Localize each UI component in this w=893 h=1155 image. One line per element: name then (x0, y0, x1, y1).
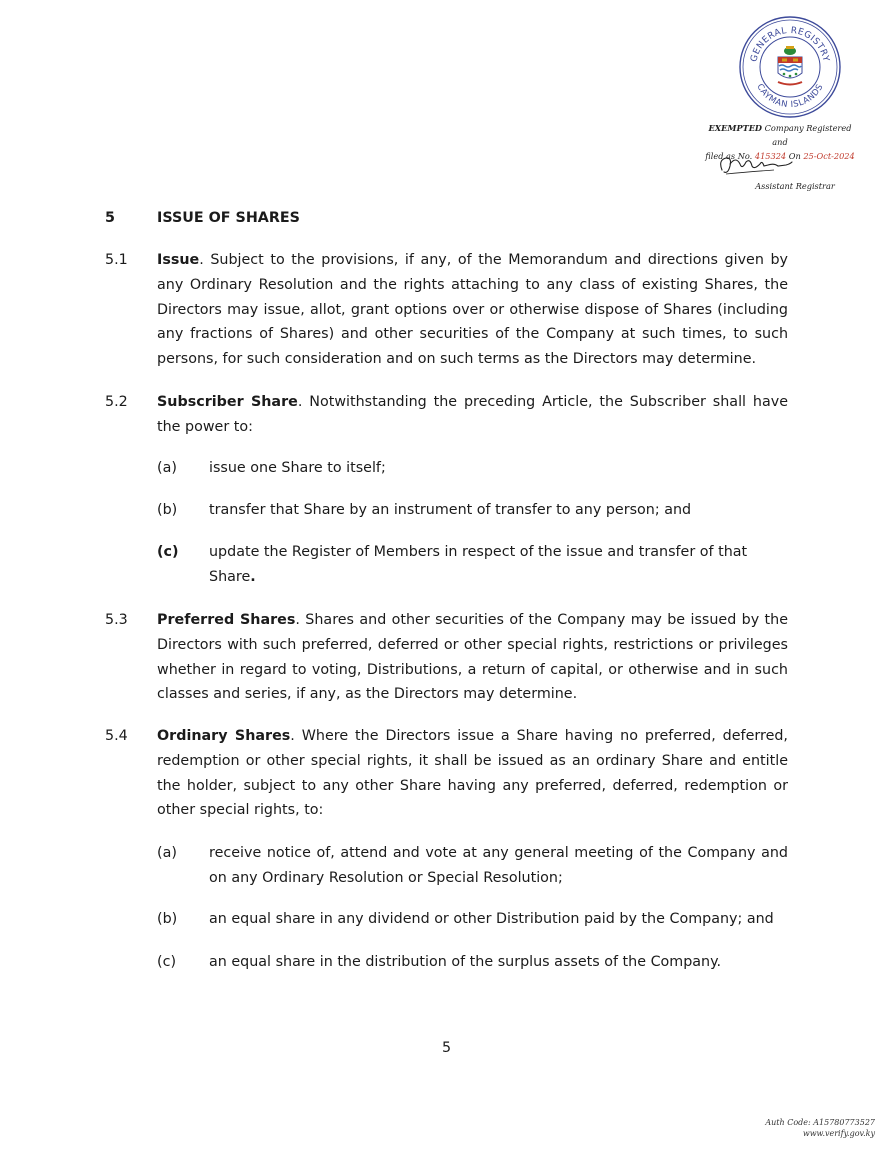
clause-number: 5.2 (105, 394, 128, 410)
stamp-line2-prefix: filed as No. (705, 151, 755, 161)
assistant-registrar-label: Assistant Registrar (755, 181, 835, 191)
list-item-letter: (a) (157, 845, 177, 861)
stamp-line-1 (700, 121, 860, 149)
list-item-letter: (c) (157, 544, 179, 560)
list-item: issue one Share to itself; (209, 460, 386, 476)
clause-number: 5.3 (105, 612, 128, 628)
clause-number: 5.1 (105, 252, 128, 268)
list-item: transfer that Share by an instrument of transfer to any person; and (209, 502, 692, 518)
list-item: receive notice of, attend and vote at any general meeting of the Company and on any Ordinary Resolution or Special Resolution; (209, 845, 788, 886)
list-item: an equal share in the distribution of the surplus assets of the Company. (209, 954, 722, 970)
clause-number: 5.4 (105, 728, 128, 744)
clause-text (157, 608, 788, 707)
page-number: 5 (441, 1040, 452, 1056)
stamp-line1-rest: Company Registered and (762, 123, 852, 147)
seal-bottom-text: CAYMAN ISLANDS (754, 82, 826, 111)
list-item-end: . (250, 568, 256, 585)
clause-body: . Subject to the provisions, if any, of the Memorandum and directions given by any Ordinary Resolution and the rights attaching to any class of existing Shares, the Directors may issue, allot, grant options over or otherwise dispose of Shares (including any fractions of Shares) and other securities of the Company at such times, to such persons, for such consideration and on such terms as the Directors may determine. (157, 252, 788, 368)
clause-title: Issue (157, 252, 200, 268)
registration-date: 25-Oct-2024 (803, 151, 855, 161)
signature-icon (716, 150, 796, 180)
auth-code: Auth Code: A15780773527 (765, 1118, 875, 1127)
list-item: an equal share in any dividend or other Distribution paid by the Company; and (209, 911, 774, 927)
seal-top-text: GENERAL REGISTRY (749, 25, 831, 63)
clause-title: Ordinary Shares (157, 728, 291, 744)
clause-text (157, 248, 788, 372)
section-number: 5 (105, 210, 115, 226)
clause-title: Subscriber Share (157, 394, 298, 410)
auth-footer (765, 1117, 875, 1139)
clause-body: . Shares and other securities of the Company may be issued by the Directors with such preferred, deferred or other special rights, restrictions or privileges whether in regard to voting, Distributions, a return of capital, or otherwise and in such classes and series, if any, as the Directors may determine. (157, 612, 789, 703)
registration-number: 415324 (754, 151, 787, 161)
list-item-letter: (c) (157, 954, 177, 970)
stamp-exempted: EXEMPTED (708, 123, 763, 133)
stamp-line2-mid: On (786, 151, 804, 161)
clause-text (157, 724, 788, 823)
coat-of-arms-icon (778, 46, 802, 85)
svg-text:CAYMAN ISLANDS (754, 82, 825, 110)
clause-title: Preferred Shares (157, 612, 296, 628)
list-item-text: update the Register of Members in respect of the issue and transfer of that Share (209, 544, 748, 585)
clause-body: . Notwithstanding the preceding Article, the Subscriber shall have the power to: (157, 394, 788, 435)
list-item-letter: (b) (157, 911, 178, 927)
verify-website: www.verify.gov.ky (802, 1129, 875, 1138)
list-item-letter: (a) (157, 460, 177, 476)
clause-text (157, 390, 788, 440)
clause-body: . Where the Directors issue a Share having no preferred, deferred, redemption or other special rights, it shall be issued as an ordinary Share and entitle the holder, subject to any other Share having any preferred, deferred, redemption or other special rights, to: (157, 728, 788, 819)
list-item (209, 540, 749, 590)
list-item-letter: (b) (157, 502, 178, 518)
section-title: ISSUE OF SHARES (157, 210, 300, 226)
registry-seal-icon (738, 15, 842, 119)
